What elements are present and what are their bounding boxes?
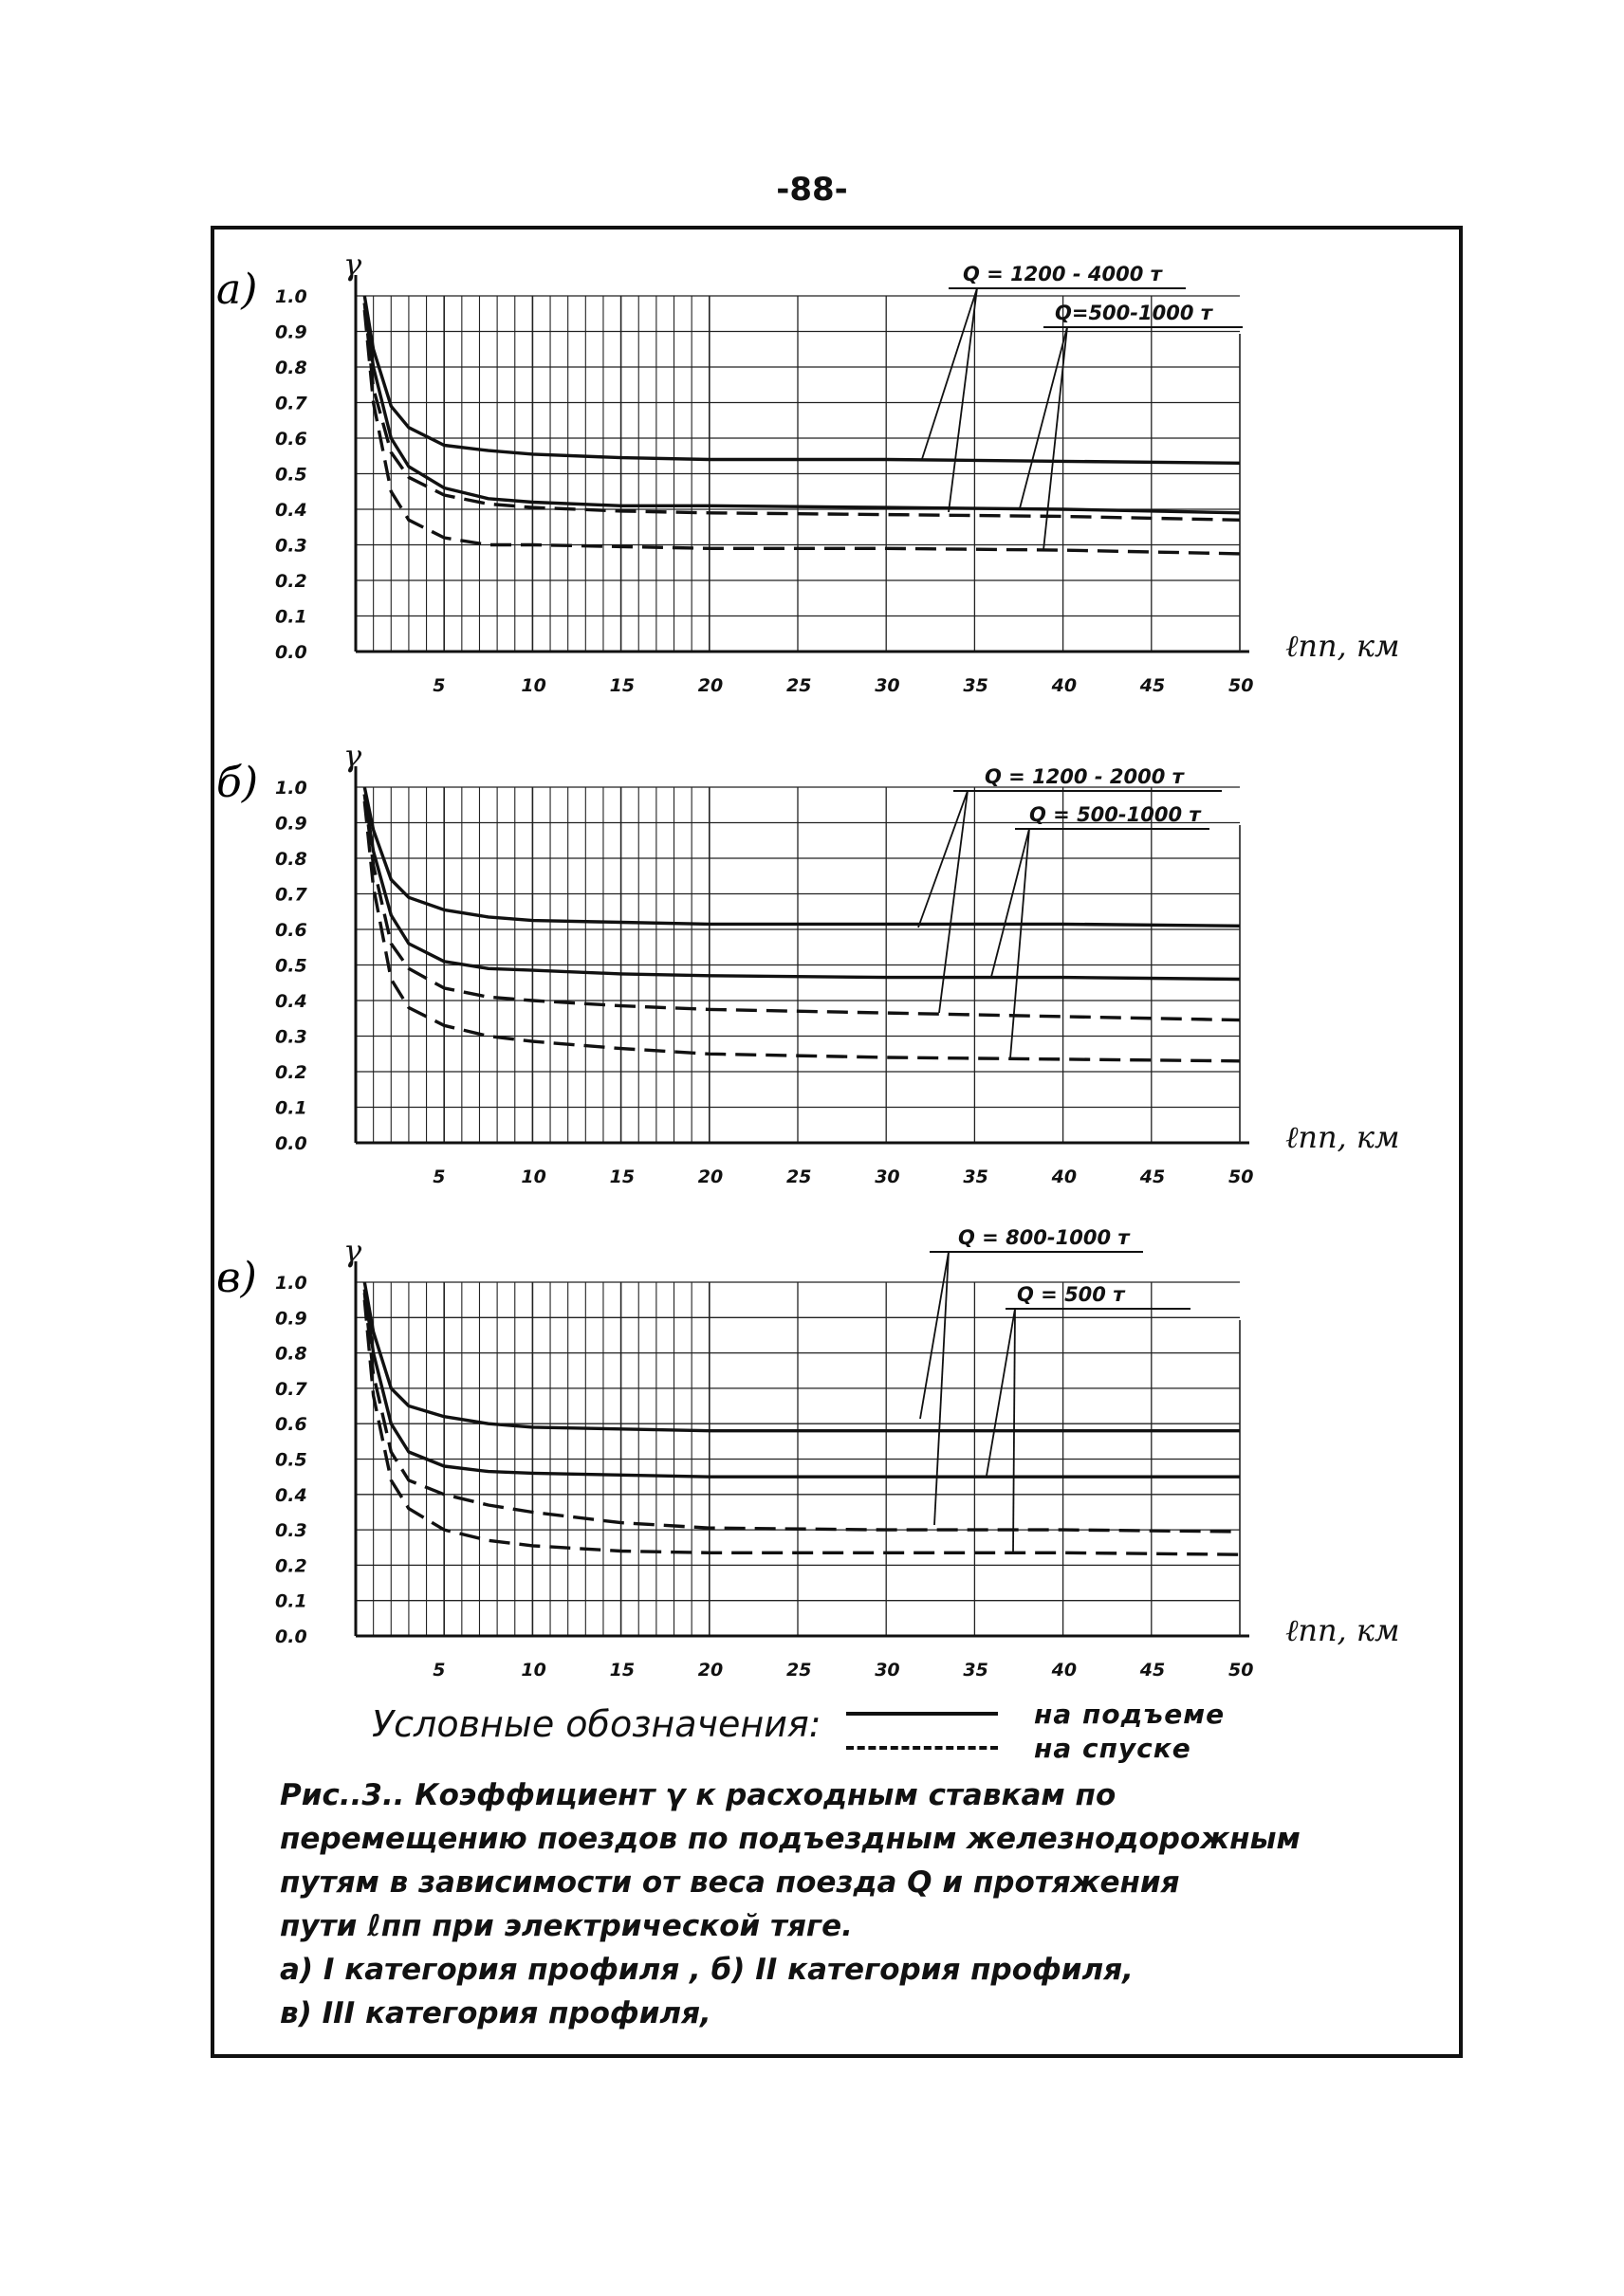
y-axis-title: γ <box>343 1233 362 1269</box>
page-number: -88- <box>776 171 848 209</box>
weight-annotation-label: Q = 800-1000 т <box>958 1226 1130 1249</box>
panel-letter: в) <box>216 1254 257 1302</box>
legend-row-uphill <box>846 1698 1225 1730</box>
x-tick-label: 50 <box>1228 1166 1254 1187</box>
x-tick-label: 45 <box>1139 1166 1166 1187</box>
y-tick-label: 0.6 <box>275 920 307 941</box>
y-tick-label: 0.3 <box>275 535 307 557</box>
x-tick-label: 15 <box>609 1166 636 1187</box>
y-axis-title: γ <box>343 738 362 774</box>
annotation-leader-line <box>1013 1309 1015 1553</box>
y-tick-label: 0.9 <box>275 1308 307 1330</box>
x-tick-label: 10 <box>521 675 546 696</box>
x-tick-label: 25 <box>786 675 812 696</box>
annotation-leader-line <box>987 1309 1015 1476</box>
x-tick-label: 5 <box>433 1166 446 1187</box>
x-tick-label: 10 <box>521 1660 546 1681</box>
x-tick-label: 45 <box>1139 1660 1166 1681</box>
dashed-line-swatch <box>846 1746 998 1750</box>
legend-uphill-label: на подъеме <box>1034 1698 1226 1730</box>
y-tick-label: 0.9 <box>275 321 307 343</box>
y-tick-label: 0.8 <box>275 358 307 378</box>
y-tick-label: 0.8 <box>275 849 307 870</box>
legend <box>372 1698 1226 1773</box>
annotation-leader-line <box>1020 327 1067 508</box>
caption-line: путям в зависимости от веса поезда Q и протяжения <box>280 1865 1180 1900</box>
legend-row-downhill <box>846 1732 1191 1764</box>
y-tick-label: 0.4 <box>275 991 307 1012</box>
y-tick-label: 0.1 <box>275 606 307 628</box>
panel-letter: б) <box>216 759 259 807</box>
series-line-downhill <box>364 1293 1240 1532</box>
caption-line: Рис..3.. Коэффициент γ к расходным ставкам по <box>280 1778 1116 1812</box>
y-tick-label: 0.1 <box>275 1590 307 1612</box>
caption-line: в) III категория профиля, <box>280 1996 711 2030</box>
x-tick-label: 15 <box>609 1660 636 1681</box>
y-tick-label: 0.2 <box>275 1555 307 1577</box>
panel-letter: а) <box>216 266 258 314</box>
figure-caption <box>280 1773 1380 2035</box>
x-tick-label: 30 <box>875 1166 900 1187</box>
x-tick-label: 15 <box>609 675 636 696</box>
y-tick-label: 0.5 <box>275 464 307 486</box>
x-tick-label: 40 <box>1051 1660 1078 1681</box>
legend-downhill-label: на спуске <box>1034 1732 1191 1764</box>
y-tick-label: 0.0 <box>275 642 307 663</box>
y-tick-label: 0.3 <box>275 1520 307 1542</box>
y-tick-label: 0.1 <box>275 1097 307 1119</box>
series-line-downhill <box>364 1300 1240 1555</box>
series-line-downhill <box>364 303 1240 521</box>
y-tick-label: 0.2 <box>275 1062 307 1083</box>
solid-line-swatch <box>846 1712 998 1716</box>
y-tick-label: 0.5 <box>275 955 307 977</box>
caption-line: пути ℓпп при электрической тяге. <box>280 1909 853 1943</box>
y-tick-label: 1.0 <box>275 286 307 307</box>
y-axis-title: γ <box>343 247 362 283</box>
y-tick-label: 0.8 <box>275 1343 307 1365</box>
x-tick-label: 50 <box>1228 675 1254 696</box>
x-tick-label: 25 <box>786 1660 812 1681</box>
x-tick-label: 30 <box>875 1660 900 1681</box>
series-line-downhill <box>364 801 1240 1061</box>
weight-annotation-label: Q = 500-1000 т <box>1029 803 1201 826</box>
x-tick-label: 20 <box>697 1166 724 1187</box>
x-tick-label: 35 <box>963 1660 988 1681</box>
x-tick-label: 35 <box>963 675 988 696</box>
annotation-leader-line <box>918 791 968 928</box>
x-tick-label: 30 <box>875 675 900 696</box>
y-tick-label: 0.6 <box>275 429 307 450</box>
x-tick-label: 40 <box>1051 1166 1078 1187</box>
x-axis-title: ℓпп, км <box>1285 628 1400 664</box>
legend-title: Условные обозначения: <box>372 1703 821 1745</box>
weight-annotation-label: Q = 1200 - 2000 т <box>985 765 1184 788</box>
x-tick-label: 20 <box>697 675 724 696</box>
y-tick-label: 0.7 <box>275 393 307 414</box>
y-tick-label: 1.0 <box>275 1273 307 1294</box>
weight-annotation-label: Q = 500 т <box>1017 1283 1125 1306</box>
y-tick-label: 0.5 <box>275 1449 307 1471</box>
y-tick-label: 0.9 <box>275 813 307 835</box>
series-line-uphill <box>364 303 1240 513</box>
annotation-leader-line <box>939 791 968 1013</box>
x-axis-title: ℓпп, км <box>1285 1119 1400 1155</box>
y-tick-label: 0.4 <box>275 1484 307 1506</box>
x-tick-label: 5 <box>433 675 446 696</box>
x-tick-label: 10 <box>521 1166 546 1187</box>
caption-line: перемещению поездов по подъездным железнодорожным <box>280 1822 1301 1856</box>
y-tick-label: 0.7 <box>275 884 307 906</box>
caption-line: а) I категория профиля , б) II категория профиля, <box>280 1953 1134 1987</box>
y-tick-label: 0.0 <box>275 1133 307 1154</box>
y-tick-label: 0.2 <box>275 571 307 592</box>
y-tick-label: 0.3 <box>275 1026 307 1048</box>
x-tick-label: 45 <box>1139 675 1166 696</box>
x-axis-title: ℓпп, км <box>1285 1612 1400 1648</box>
y-tick-label: 0.7 <box>275 1378 307 1400</box>
annotation-leader-line <box>949 288 977 512</box>
annotation-leader-line <box>922 288 977 459</box>
x-tick-label: 25 <box>786 1166 812 1187</box>
y-tick-label: 1.0 <box>275 778 307 799</box>
weight-annotation-label: Q = 1200 - 4000 т <box>963 263 1162 285</box>
y-tick-label: 0.6 <box>275 1414 307 1436</box>
x-tick-label: 40 <box>1051 675 1078 696</box>
y-tick-label: 0.0 <box>275 1626 307 1647</box>
x-tick-label: 50 <box>1228 1660 1254 1681</box>
x-tick-label: 5 <box>433 1660 446 1681</box>
x-tick-label: 20 <box>697 1660 724 1681</box>
y-tick-label: 0.4 <box>275 500 307 521</box>
weight-annotation-label: Q=500-1000 т <box>1055 302 1212 324</box>
x-tick-label: 35 <box>963 1166 988 1187</box>
